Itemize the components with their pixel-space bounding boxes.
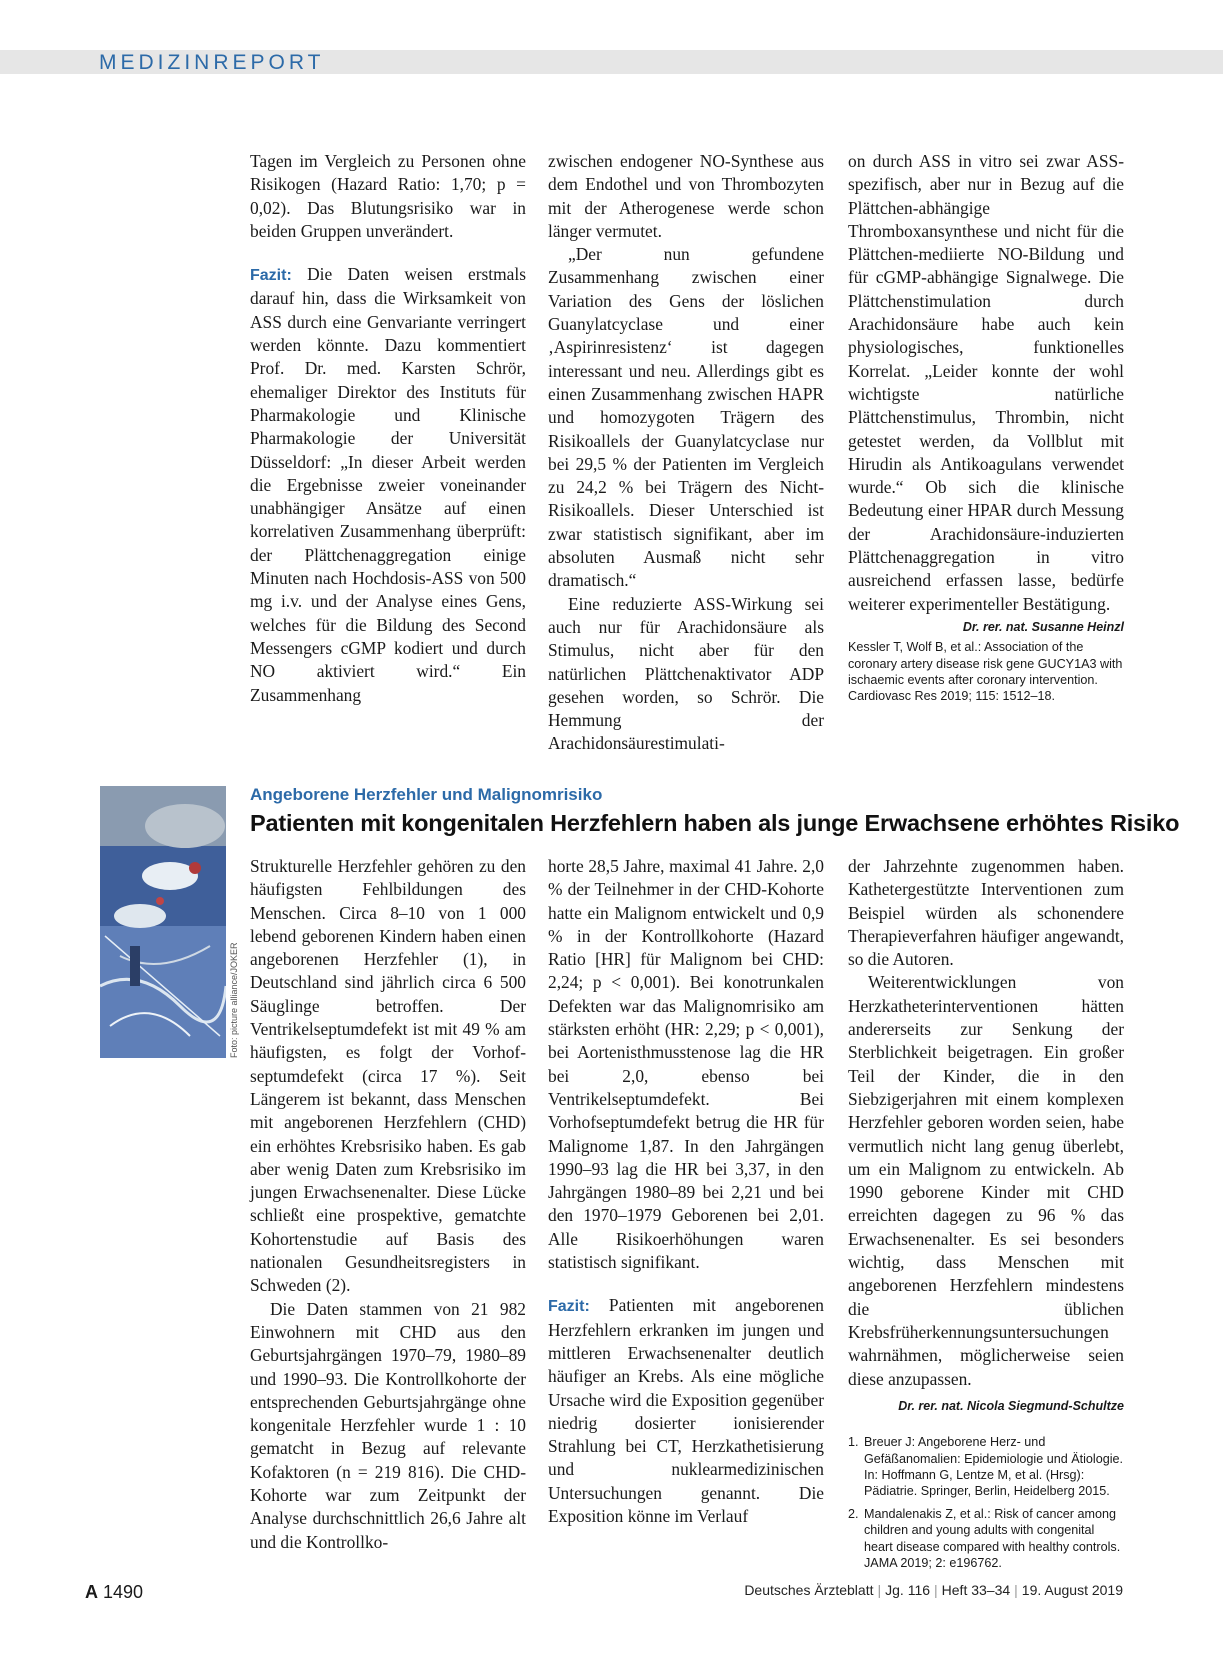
journal-name: Deutsches Ärzteblatt bbox=[744, 1582, 874, 1598]
author-signature: Dr. rer. nat. Nicola Siegmund-Schultze bbox=[898, 1398, 1124, 1413]
article2-column-1 bbox=[250, 855, 526, 1554]
page-prefix: A bbox=[85, 1582, 98, 1602]
paragraph: der Jahrzehnte zugenommen haben. Kathetergestützte Interventionen zum Beispiel würden als schonendere Therapieverfahren häufiger angewandt, so die Autoren. bbox=[848, 856, 1124, 970]
fazit-paragraph bbox=[548, 1294, 824, 1528]
article-headline: Patienten mit kongenitalen Herzfehlern haben als junge Erwachsene erhöhtes Risiko bbox=[250, 810, 1180, 836]
article2-column-2 bbox=[548, 855, 824, 1528]
journal-issue: Heft 33–34 bbox=[941, 1582, 1011, 1598]
reference-number: 2. bbox=[848, 1506, 859, 1521]
journal-date: 19. August 2019 bbox=[1021, 1582, 1123, 1598]
article-kicker: Angeborene Herzfehler und Malignomrisiko bbox=[250, 785, 603, 804]
surgery-photo bbox=[100, 786, 226, 1058]
article1-column-1 bbox=[250, 150, 526, 707]
article1-column-2 bbox=[548, 150, 824, 756]
reference-list bbox=[848, 1434, 1124, 1571]
reference-number: 1. bbox=[848, 1435, 859, 1450]
fazit-paragraph bbox=[250, 263, 526, 707]
author-signature: Dr. rer. nat. Susanne Heinzl bbox=[962, 619, 1124, 634]
reference: Kessler T, Wolf B, et al.: Association of the coronary artery disease risk gene GUCY1A3 with ischaemic events after coronary intervention. Cardiovasc Res 2019; 115: 1512–18. bbox=[848, 640, 1123, 704]
reference-item bbox=[848, 1506, 1124, 1572]
journal-info: Deutsches Ärzteblatt | Jg. 116 | Heft 33–34 | 19. August 2019 bbox=[744, 1582, 1123, 1598]
paragraph bbox=[848, 150, 1124, 634]
article2-column-3 bbox=[848, 855, 1124, 1577]
paragraph: Eine reduzierte ASS-Wirkung sei auch nur für Arachidonsäure als Stimulus, nicht aber für den natürlichen Plättchenaktivator ADP gesehen worden, so Schrör. Die Hemmung der Arachidonsäurestimulati- bbox=[548, 593, 824, 754]
article1-column-3 bbox=[848, 150, 1124, 705]
paragraph: Tagen im Vergleich zu Personen ohne Risikogen (Hazard Ratio: 1,70; p = 0,02). Das Blutungsrisiko war in beiden Gruppen unverändert. bbox=[250, 151, 526, 241]
paragraph: horte 28,5 Jahre, maximal 41 Jahre. 2,0 % der Teilnehmer in der CHD-Kohorte hatte ein Malignom entwickelt und 0,9 % in der Kontrollkohorte (Hazard Ratio [HR] für Malignom bei CHD: 2,24; p < 0,001). Bei konotrunkalen Defekten war das Malignomrisiko am stärksten erhöht (HR: 2,29; p < 0,001), bei Aortenisthmusstenose lag die HR bei 2,0, ebenso bei Ventrikelseptumdefekt. Bei Vorhofseptumdefekt betrug die HR für Malignome 1,87. In den Jahrgängen 1990–93 lag die HR bei 3,37, in den Jahrgängen 1980–89 bei 2,21 und bei den 1970–1979 Geborenen bei 2,01. Alle Risikoerhöhungen waren statistisch signifikant. bbox=[548, 856, 824, 1273]
paragraph-text: on durch ASS in vitro sei zwar ASS-spezifisch, aber nur in Bezug auf die Plättchen-abhängige Thromboxansynthese und nicht für die Plättchen-mediierte NO-Bildung und für cGMP-abhängige Signalwege. Die Plättchenstimulation durch Arachidonsäure habe auch kein physiologisches, funktionelles Korrelat. „Leider konnte der wohl wichtigste natürliche Plättchenstimulus, Thrombin, nicht getestet werden, da Vollblut mit Hirudin als Antikoagulans verwendet wurde.“ Ob sich die klinische Bedeutung einer HPAR durch Messung der Arachidonsäure-induzierten Plättchenaggregation in vitro ausreichend erfassen lasse, bedürfe weiterer experimenteller Bestätigung. bbox=[848, 151, 1124, 614]
fazit-label: Fazit: bbox=[250, 267, 292, 285]
reference-text: Breuer J: Angeborene Herz- und Gefäßanomalien: Epidemiologie und Ätiologie. In: Hoffmann G, Lentze M, et al. (Hrsg): Pädiatrie. Springer, Berlin, Heidelberg 2015. bbox=[864, 1435, 1124, 1499]
page-number-value: 1490 bbox=[103, 1582, 144, 1602]
paragraph: Weiterentwicklungen von Herzkatheterinterventionen hätten andererseits zur Senkung der Sterblichkeit beigetragen. Ein großer Teil der Kinder, die in den Siebzigerjahren mit einem komplexen Herzfehler geboren worden seien, habe vermutlich nicht lang genug überlebt, um ein Malignom zu entwickeln. Ab 1990 geborene Kinder mit CHD erreichten dagegen zu 96 % das Erwachsenenalter. Es sei besonders wichtig, dass Menschen mit angeborenen Herzfehlern mindestens die üblichen Krebsfrüherkennungsuntersuchungen wahrnähmen, möglicherweise seien diese anzupassen. bbox=[848, 972, 1124, 1389]
photo-credit: Foto: picture alliance/JOKER bbox=[229, 942, 239, 1058]
paragraph: Patienten mit angeborenen Herzfehlern erkranken im jungen und mittleren Erwachsenenalter deutlich häufiger an Krebs. Als eine mögliche Ursache wird die Exposition gegenüber niedrig dosierter ionisierender Strahlung bei CT, Herzkathetisierung und nuklearmedizinischen Untersuchungen genannt. Die Exposition könne im Verlauf bbox=[548, 1295, 824, 1527]
section-label: MEDIZINREPORT bbox=[99, 51, 325, 74]
reference-item bbox=[848, 1434, 1124, 1500]
reference-text: Mandalenakis Z, et al.: Risk of cancer among children and young adults with congenital heart disease compared with healthy controls. JAMA 2019; 2: e196762. bbox=[864, 1506, 1121, 1570]
paragraph: Die Daten stammen von 21 982 Einwohnern mit CHD aus den Geburtsjahrgängen 1970–79, 1980–89 und 1990–93. Die Kontrollkohorte der entsprechenden Geburtsjahrgänge ohne kongenitale Herzfehler wurde 1 : 10 gematcht in Bezug auf relevante Kofaktoren (n = 219 816). Die CHD-Kohorte war zum Zeitpunkt der Analyse durchschnittlich 26,6 Jahre alt und die Kontrollko- bbox=[250, 1298, 526, 1552]
journal-volume: Jg. 116 bbox=[885, 1582, 931, 1598]
paragraph: Die Daten weisen erstmals darauf hin, dass die Wirksamkeit von ASS durch eine Genvariante verringert werden könnte. Dazu kommentiert Prof. Dr. med. Karsten Schrör, ehemaliger Direktor des Instituts für Pharmakologie und Klinische Pharmakologie der Universität Düsseldorf: „In dieser Arbeit werden die Ergebnisse zweier voneinander unabhängiger Ansätze auf einen korrelativen Zusammenhang überprüft: der Plättchenaggregation einige Minuten nach Hochdosis-ASS von 500 mg i.v. und der Analyse eines Gens, welches für die Bildung des Second Messengers cGMP kodiert und durch NO aktiviert wird.“ Ein Zusammenhang bbox=[250, 264, 526, 705]
page-number bbox=[85, 1582, 143, 1603]
paragraph: zwischen endogener NO-Synthese aus dem Endothel und von Thrombozyten mit der Atherogenese werde schon länger vermutet. bbox=[548, 151, 824, 241]
paragraph: „Der nun gefundene Zusammenhang zwischen einer Variation des Gens der löslichen Guanylatcyclase und einer ‚Aspirinresistenz‘ ist dagegen interessant und neu. Allerdings gibt es einen Zusammenhang zwischen HAPR und homozygoten Trägern des Risikoallels der Guanylatcyclase nur bei 29,5 % der Patienten im Vergleich zu 24,2 % bei Trägern des Nicht-Risikoallels. Dieser Unterschied ist zwar statistisch signifikant, aber im absoluten Ausmaß nicht sehr dramatisch.“ bbox=[548, 244, 824, 591]
paragraph: Strukturelle Herzfehler gehören zu den häufigsten Fehlbildungen des Menschen. Circa 8–10 von 1 000 lebend geborenen Kindern haben einen angeborenen Herzfehler (1), in Deutschland sind jährlich circa 6 500 Säuglinge betroffen. Der Ventrikelseptumdefekt ist mit 49 % am häufigsten, es folgt der Vorhof-septumdefekt (circa 17 %). Seit Längerem ist bekannt, dass Menschen mit angeborenen Herzfehlern (CHD) ein erhöhtes Krebsrisiko haben. Es gab aber wenig Daten zum Krebsrisiko im jungen Erwachsenenalter. Diese Lücke schließt eine prospektive, gematchte Kohortenstudie auf Basis des nationalen Gesundheitsregisters in Schweden (2). bbox=[250, 856, 526, 1296]
fazit-label: Fazit: bbox=[548, 1298, 590, 1316]
